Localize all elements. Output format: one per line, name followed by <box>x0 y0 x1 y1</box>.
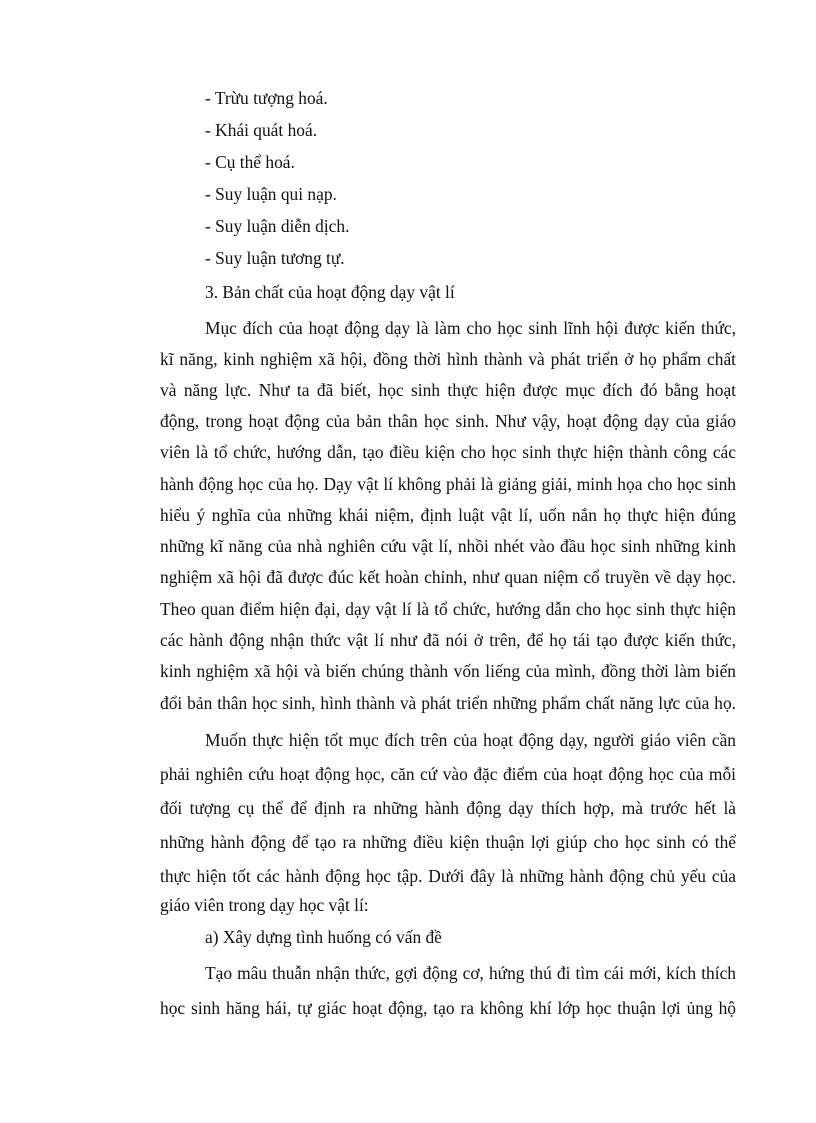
paragraph-line: động, trong hoạt động của bản thân học sinh. Như vậy, hoạt động dạy của giáo <box>160 411 736 431</box>
list-item: - Suy luận qui nạp. <box>205 184 337 204</box>
paragraph-line: hiểu ý nghĩa của những khái niệm, định luật vật lí, uốn nắn họ thực hiện đúng <box>160 505 736 525</box>
section-heading: a) Xây dựng tình huống có vấn đề <box>205 927 442 947</box>
paragraph-line: Theo quan điểm hiện đại, dạy vật lí là tổ chức, hướng dẫn cho học sinh thực hiện <box>160 599 736 619</box>
list-item: - Cụ thể hoá. <box>205 152 295 172</box>
paragraph-line: và năng lực. Như ta đã biết, học sinh thực hiện được mục đích đó bằng hoạt <box>160 380 736 400</box>
paragraph-line: kinh nghiệm xã hội và biến chúng thành vốn liếng của mình, đồng thời làm biến <box>160 661 736 681</box>
paragraph-line: viên là tổ chức, hướng dẫn, tạo điều kiện cho học sinh thực hiện thành công các <box>160 442 736 462</box>
paragraph-line: Mục đích của hoạt động dạy là làm cho học sinh lĩnh hội được kiến thức, <box>205 318 736 338</box>
paragraph-line: những hành động để tạo ra những điều kiện thuận lợi giúp cho học sinh có thể <box>160 832 736 852</box>
section-heading: 3. Bản chất của hoạt động dạy vật lí <box>205 282 455 302</box>
paragraph-line: phải nghiên cứu hoạt động học, căn cứ vào đặc điểm của hoạt động học của mỗi <box>160 764 736 784</box>
paragraph-line: học sinh hăng hái, tự giác hoạt động, tạo ra không khí lớp học thuận lợi ủng hộ <box>160 998 736 1018</box>
list-item: - Trừu tượng hoá. <box>205 88 328 108</box>
paragraph-line: hành động học của họ. Dạy vật lí không phải là giảng giải, minh họa cho học sinh <box>160 474 736 494</box>
paragraph-line: thực hiện tốt các hành động học tập. Dưới đây là những hành động chủ yếu của <box>160 866 736 886</box>
paragraph-line: kĩ năng, kinh nghiệm xã hội, đồng thời hình thành và phát triển ở họ phẩm chất <box>160 349 736 369</box>
paragraph-line: Tạo mâu thuẫn nhận thức, gợi động cơ, hứng thú đi tìm cái mới, kích thích <box>205 963 736 983</box>
list-item: - Khái quát hoá. <box>205 120 318 140</box>
paragraph-line: giáo viên trong dạy học vật lí: <box>160 895 369 915</box>
paragraph-line: các hành động nhận thức vật lí như đã nói ở trên, để họ tái tạo được kiến thức, <box>160 630 736 650</box>
paragraph-line: những kĩ năng của nhà nghiên cứu vật lí, nhồi nhét vào đầu học sinh những kinh <box>160 536 736 556</box>
list-item: - Suy luận tương tự. <box>205 248 345 268</box>
paragraph-line: nghiệm xã hội đã được đúc kết hoàn chỉnh, như quan niệm cổ truyền về dạy học. <box>160 567 736 587</box>
paragraph-line: đổi bản thân học sinh, hình thành và phát triển những phẩm chất năng lực của họ. <box>160 693 736 713</box>
paragraph-line: Muốn thực hiện tốt mục đích trên của hoạt động dạy, người giáo viên cần <box>205 730 736 750</box>
list-item: - Suy luận diễn dịch. <box>205 216 350 236</box>
paragraph-line: đối tượng cụ thể để định ra những hành động dạy thích hợp, mà trước hết là <box>160 798 736 818</box>
